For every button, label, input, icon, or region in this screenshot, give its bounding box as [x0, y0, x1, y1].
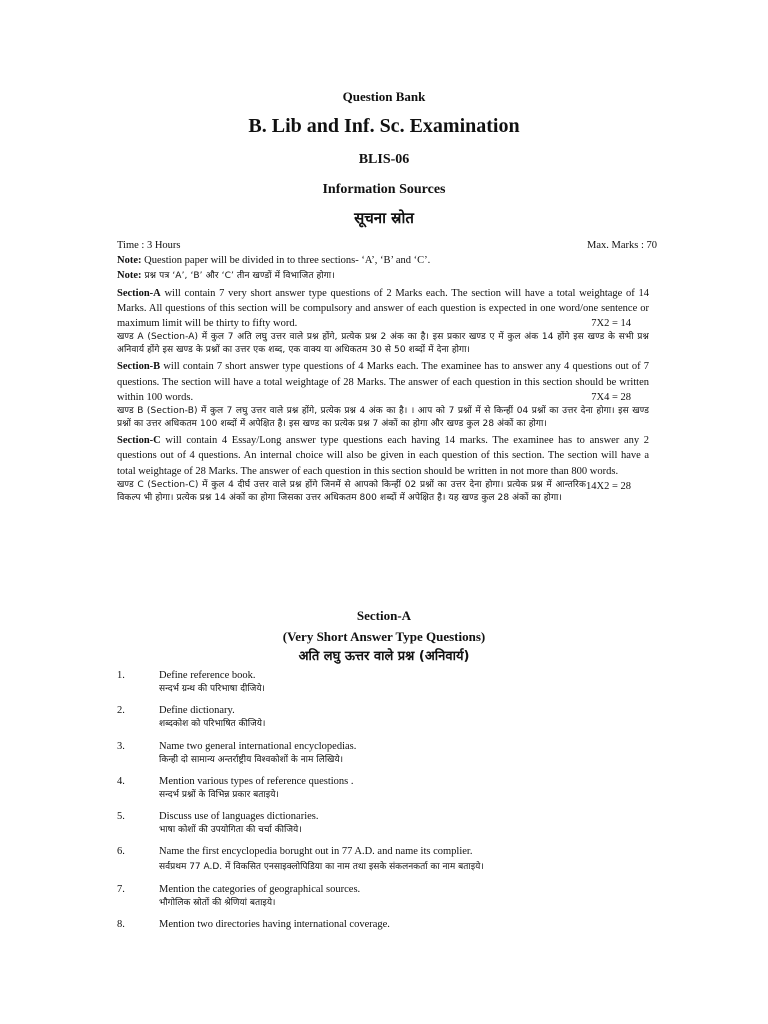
list-item — [117, 668, 657, 696]
section-b-label: Section-B — [117, 361, 161, 373]
exam-title: B. Lib and Inf. Sc. Examination — [248, 115, 520, 137]
section-b-marks: 7X4 = 28 — [591, 391, 631, 403]
question-hindi: सन्दर्भ प्रश्नों के विभिन्न प्रकार बताइये। — [159, 790, 279, 801]
question-english: Mention the categories of geographical sources. — [159, 883, 361, 895]
question-english: Define reference book. — [159, 670, 256, 681]
question-english: Define dictionary. — [159, 705, 235, 717]
question-number: 5. — [117, 811, 125, 823]
list-item — [117, 882, 657, 910]
question-number: 6. — [117, 846, 125, 858]
max-marks-label: Max. Marks : 70 — [587, 240, 657, 251]
section-a-marks: 7X2 = 14 — [591, 318, 631, 330]
list-item — [117, 917, 657, 932]
instructions-block — [117, 238, 657, 505]
question-list — [117, 668, 657, 932]
section-a-subheading-hindi: अति लघु ऊत्तर वाले प्रश्न (अनिवार्य) — [298, 649, 470, 664]
question-english: Mention various types of reference questions . — [159, 775, 354, 787]
question-hindi: शब्दकोश को परिभाषित कीजिये। — [159, 719, 266, 730]
section-b-text: will contain 7 short answer type questions of 4 Marks each. The examinee has to answer any 4 questions out of 7 questions. The section will have a total weightage of 28 Marks. The answer of each question in this section should be written within 100 words. — [117, 361, 649, 403]
section-c-hindi: खण्ड C (Section-C) में कुल 4 दीर्घ उत्तर वाले प्रश्न होंगे जिनमें से आपको किन्हीं 02 प्रश्नों का उत्तर देना होगा। प्रत्येक प्रश्न में आन्तरिक विकल्प भी होगा। प्रत्येक प्रश्न 14 अंकों का होगा जिसका उत्तर अधिकतम 800 शब्दों में अपेक्षित है। यह खण्ड कुल 28 अंकों का होगा। — [117, 479, 586, 503]
time-marks-row — [117, 238, 657, 253]
section-a-subheading: (Very Short Answer Type Questions) — [282, 629, 486, 644]
question-english: Name the first encyclopedia borught out in 77 A.D. and name its complier. — [159, 846, 473, 858]
question-number: 8. — [117, 919, 125, 931]
question-hindi: भौगोलिक स्रोतों की श्रेणियां बताइये। — [159, 898, 276, 909]
question-english: Mention two directories having international coverage. — [159, 919, 390, 931]
subject-title-hindi: सूचना स्रोत — [354, 209, 414, 227]
note-hindi-text: प्रश्न पत्र ‘A’, ‘B’ और ‘C’ तीन खण्डों में विभाजित होगा। — [141, 271, 335, 282]
question-number: 7. — [117, 883, 125, 895]
question-number: 4. — [117, 775, 125, 787]
question-number: 1. — [117, 670, 125, 681]
question-number: 3. — [117, 740, 125, 752]
section-b-info — [117, 359, 649, 405]
time-label: Time : 3 Hours — [117, 240, 181, 251]
section-c-marks: 14X2 = 28 — [585, 480, 631, 492]
question-english: Name two general international encyclopedias. — [159, 740, 357, 752]
section-a-hindi: खण्ड A (Section-A) में कुल 7 अति लघु उत्तर वाले प्रश्न होंगे, प्रत्येक प्रश्न 2 अंक का है। इस प्रकार खण्ड ए में कुल अंक 14 होंगे इस खण्ड के सभी प्रश्न अनिवार्य होंगे इस खण्ड के प्रश्नों का उत्तर एक शब्द, एक वाक्य या अधिकतम 30 से 50 शब्दों में देना होगा। — [117, 332, 649, 356]
note-label: Note: — [117, 270, 142, 282]
section-c-text: will contain 4 Essay/Long answer type questions each having 14 marks. The examinee has to answer any 2 questions out of 4 questions. An internal choice will also be given in each question of this section. The section will have a total weightage of 28 Marks. The answer of each question in this section should be written in not more than 800 words. — [117, 435, 649, 477]
question-hindi: सर्वप्रथम 77 A.D. में विकसित एनसाइक्लोपिडिया का नाम तथा इसके संकलनकर्ता का नाम बताइये। — [159, 861, 484, 872]
list-item — [117, 809, 657, 837]
course-code: BLIS-06 — [358, 152, 410, 167]
question-hindi: सन्दर्भ ग्रन्थ की परिभाषा दीजिये। — [159, 684, 265, 695]
section-a-text: will contain 7 very short answer type questions of 2 Marks each. The section will have a total weightage of 14 Marks. All questions of this section will be compulsory and answer of each question is expected in one word/one sentence or maximum limit will be thirty to fifty word. — [117, 287, 649, 330]
note-hindi — [117, 268, 649, 283]
list-item — [117, 703, 657, 731]
section-c-label: Section-C — [117, 435, 161, 447]
note-english-text: Question paper will be divided in to three sections- ‘A’, ‘B’ and ‘C’. — [141, 255, 431, 267]
list-item — [117, 844, 657, 875]
question-number: 2. — [117, 705, 125, 717]
section-b-hindi: खण्ड B (Section-B) में कुल 7 लघु उत्तर वाले प्रश्न होंगे, प्रत्येक प्रश्न 4 अंक का है। । आप को 7 प्रश्नों में से किन्हीं 04 प्रश्नों का उत्तर देना होगा। इस खण्ड प्रश्नों का उत्तर अधिकतम 100 शब्दों में अपेक्षित है। इस खण्ड का प्रत्येक प्रश्न 7 अंकों का होगा और खण्ड कुल 28 अंकों का होगा। — [117, 406, 649, 430]
question-bank-label: Question Bank — [342, 89, 426, 104]
question-english: Discuss use of languages dictionaries. — [159, 811, 319, 823]
subject-title: Information Sources — [322, 182, 446, 197]
question-hindi: किन्ही दो सामान्य अन्तर्राष्ट्रीय विश्वकोशों के नाम लिखिये। — [159, 754, 344, 765]
list-item — [117, 774, 657, 802]
section-a-info — [117, 286, 649, 332]
section-a-heading: Section-A — [356, 608, 412, 623]
list-item — [117, 739, 657, 767]
question-hindi: भाषा कोशों की उपयोगिता की चर्चा कीजिये। — [159, 825, 302, 836]
note-label: Note: — [117, 255, 142, 267]
section-a-label: Section-A — [117, 287, 161, 299]
note-english — [117, 253, 649, 268]
